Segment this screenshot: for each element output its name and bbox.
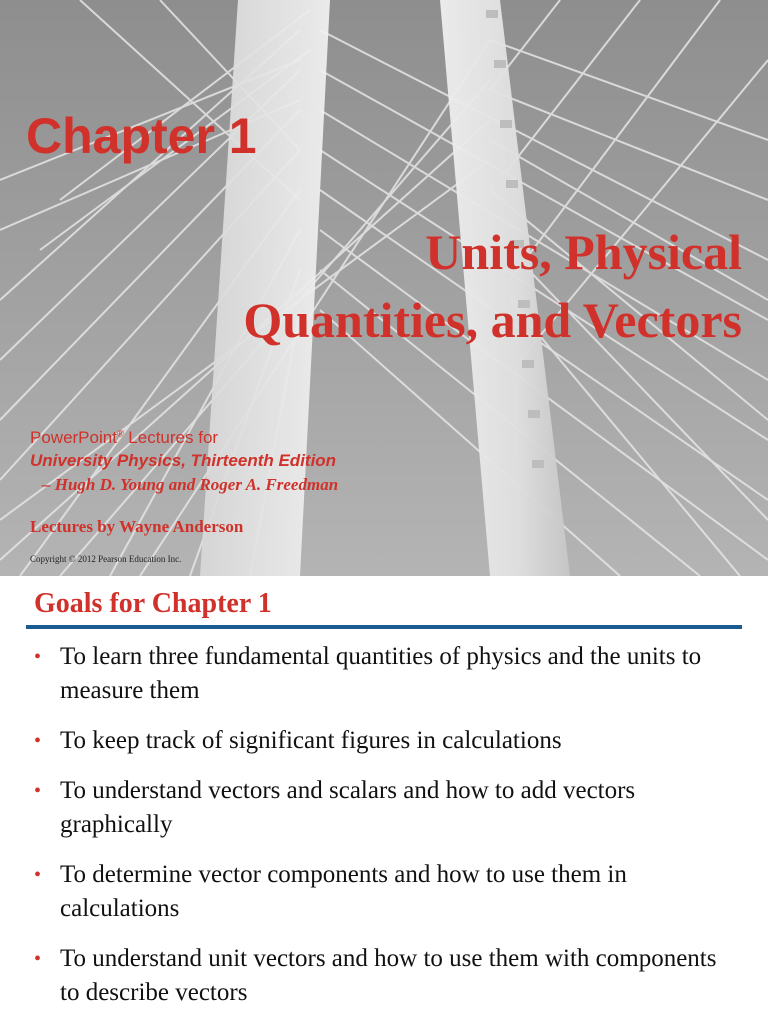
copyright-notice: Copyright © 2012 Pearson Education Inc. — [30, 554, 182, 564]
subtitle-line: Quantities, and Vectors — [243, 292, 742, 348]
goal-item — [34, 640, 734, 708]
registered-mark: ® — [116, 428, 124, 439]
bullet-icon: • — [34, 730, 42, 752]
title-divider — [26, 625, 742, 629]
chapter-subtitle — [243, 218, 742, 354]
goal-text: To understand unit vectors and how to use them with components to describe vectors — [60, 945, 717, 1006]
bullet-icon: • — [34, 646, 42, 668]
bullet-icon: • — [34, 780, 42, 802]
goal-text: To keep track of significant figures in calculations — [60, 727, 562, 754]
goals-slide — [0, 576, 768, 1024]
book-title: University Physics, Thirteenth Edition — [30, 451, 337, 470]
goals-list — [34, 640, 734, 1024]
goal-text: To learn three fundamental quantities of physics and the units to measure them — [60, 643, 702, 704]
powerpoint-line — [30, 428, 218, 448]
book-authors: – Hugh D. Young and Roger A. Freedman — [42, 475, 339, 494]
goal-item — [34, 942, 734, 1010]
goal-text: To understand vectors and scalars and how to add vectors graphically — [60, 777, 636, 838]
bullet-icon: • — [34, 864, 42, 886]
goal-item — [34, 724, 734, 758]
bullet-icon: • — [34, 948, 42, 970]
subtitle-line: Units, Physical — [425, 224, 742, 280]
lecturer-credit: Lectures by Wayne Anderson — [30, 517, 244, 536]
chapter-title: Chapter 1 — [26, 108, 257, 164]
goal-item — [34, 858, 734, 926]
lectures-for-text: Lectures for — [123, 428, 219, 447]
goals-title: Goals for Chapter 1 — [34, 588, 272, 619]
goal-item — [34, 774, 734, 842]
powerpoint-word: PowerPoint — [30, 428, 117, 447]
goal-text: To determine vector components and how to use them in calculations — [60, 861, 627, 922]
